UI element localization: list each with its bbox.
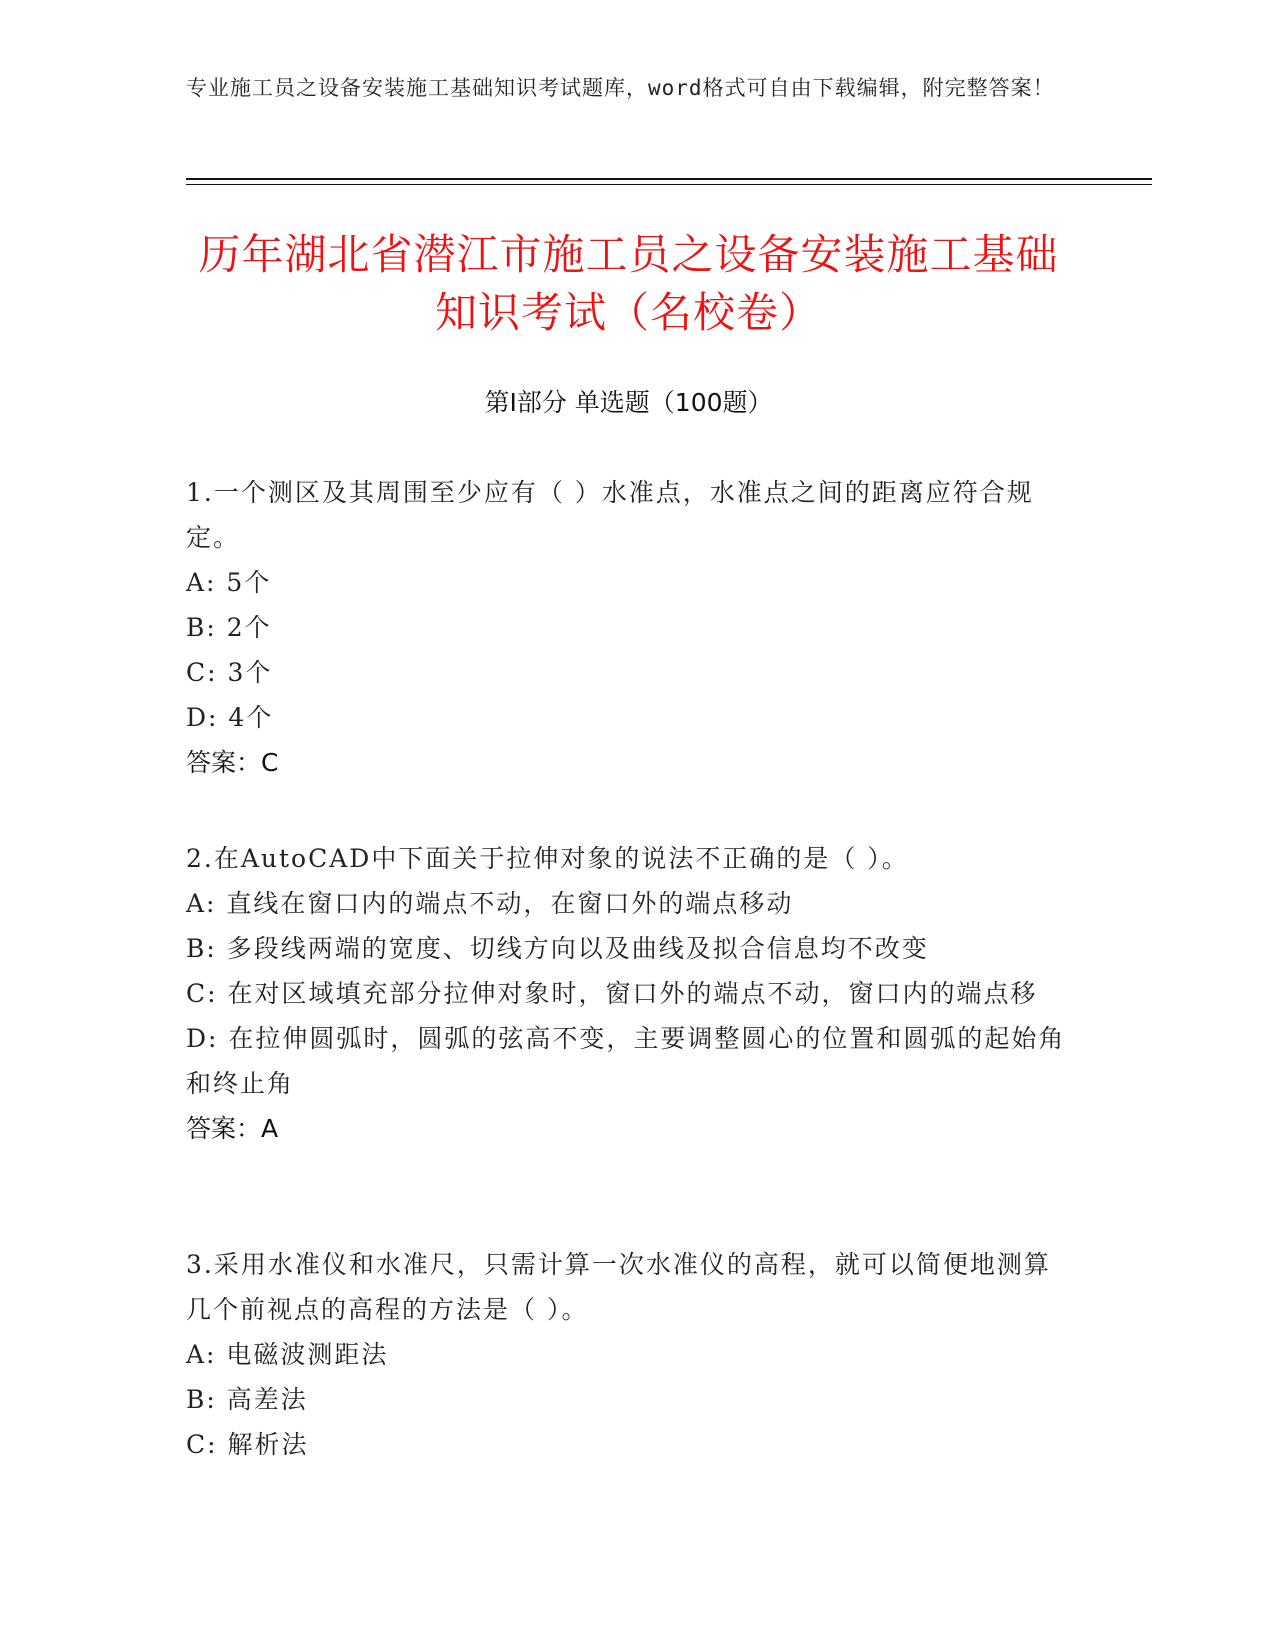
answer-line: 答案：A [186,1114,279,1143]
question-text: 1.一个测区及其周围至少应有（ ）水准点，水准点之间的距离应符合规定。 [186,478,1034,552]
question-block [186,1242,1066,1467]
section-heading: 第I部分 单选题（100题） [484,388,773,417]
document-title: 历年湖北省潜江市施工员之设备安装施工基础知识考试（名校卷） [198,230,1059,337]
header-rule-thick [186,178,1152,180]
question-text: 2.在AutoCAD中下面关于拉伸对象的说法不正确的是（ ）。 [186,844,909,873]
option-a: A: 电磁波测距法 [186,1340,389,1369]
option-b: B: 多段线两端的宽度、切线方向以及曲线及拟合信息均不改变 [186,934,929,963]
answer-line: 答案：C [186,748,279,777]
question-block [186,470,1066,785]
question-text: 3.采用水准仪和水准尺，只需计算一次水准仪的高程，就可以简便地测算几个前视点的高程的方法是（ ）。 [186,1250,1051,1324]
option-a: A: 5个 [186,568,272,597]
option-d: D: 在拉伸圆弧时，圆弧的弦高不变，主要调整圆心的位置和圆弧的起始角和终止角 [186,1024,1066,1098]
option-b: B: 2个 [186,613,272,642]
option-c: C: 在对区域填充部分拉伸对象时，窗口外的端点不动，窗口内的端点移 [186,979,1038,1008]
option-c: C: 3个 [186,658,273,687]
question-block [186,836,1066,1151]
option-c: C: 解析法 [186,1430,309,1459]
option-d: D: 4个 [186,703,274,732]
option-b: B: 高差法 [186,1385,308,1414]
header-rule-thin [186,184,1152,185]
option-a: A: 直线在窗口内的端点不动，在窗口外的端点移动 [186,889,794,918]
header-note: 专业施工员之设备安装施工基础知识考试题库，word格式可自由下载编辑，附完整答案！ [186,76,1055,100]
